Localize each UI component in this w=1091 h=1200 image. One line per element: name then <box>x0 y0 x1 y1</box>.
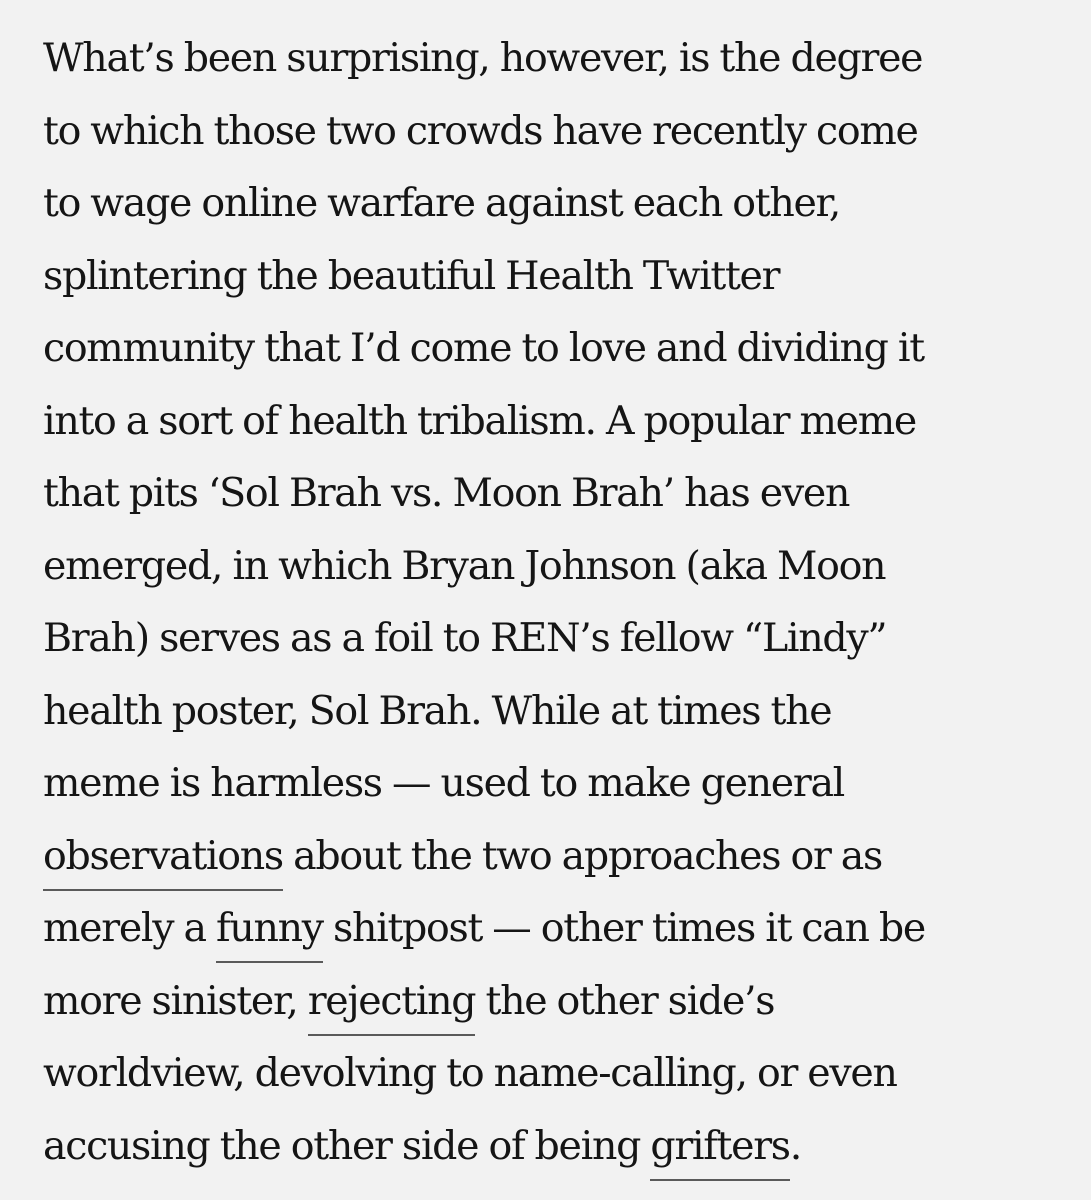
funny-link[interactable]: funny <box>216 905 323 963</box>
line-text: more sinister, <box>43 977 308 1024</box>
paragraph-line: to wage online warfare against each other, <box>43 180 841 226</box>
grifters-link[interactable]: grifters <box>650 1123 789 1181</box>
paragraph-line: to which those two crowds have recently come <box>43 107 918 154</box>
line-text: accusing the other side of being <box>43 1122 651 1169</box>
paragraph-line: health poster, Sol Brah. While at times the <box>43 687 832 734</box>
line-text: merely a <box>43 905 216 951</box>
paragraph-line <box>43 1110 925 1183</box>
paragraph-line: community that I’d come to love and dividing it <box>43 325 924 371</box>
paragraph-line: emerged, in which Bryan Johnson (aka Moon <box>43 542 886 589</box>
paragraph-line <box>43 892 925 965</box>
paragraph-line: Brah) serves as a foil to REN’s fellow “Lindy” <box>43 615 887 661</box>
observations-link[interactable]: observations <box>43 833 283 891</box>
paragraph-line: meme is harmless — used to make general <box>43 760 845 806</box>
line-text: shitpost — other times it can be <box>322 905 925 951</box>
paragraph-line: that pits ‘Sol Brah vs. Moon Brah’ has even <box>43 470 850 516</box>
rejecting-link[interactable]: rejecting <box>308 978 476 1036</box>
line-text: about the two approaches or as <box>282 832 883 879</box>
paragraph-line: into a sort of health tribalism. A popular meme <box>43 397 916 444</box>
paragraph-line <box>43 965 925 1038</box>
paragraph-line: What’s been surprising, however, is the degree <box>43 35 923 81</box>
paragraph-line: splintering the beautiful Health Twitter <box>43 252 780 299</box>
paragraph-line <box>43 820 925 893</box>
paragraph-line: worldview, devolving to name-calling, or even <box>43 1050 897 1096</box>
article-paragraph <box>43 22 925 1182</box>
line-text: . <box>789 1122 802 1169</box>
line-text: the other side’s <box>475 977 775 1024</box>
